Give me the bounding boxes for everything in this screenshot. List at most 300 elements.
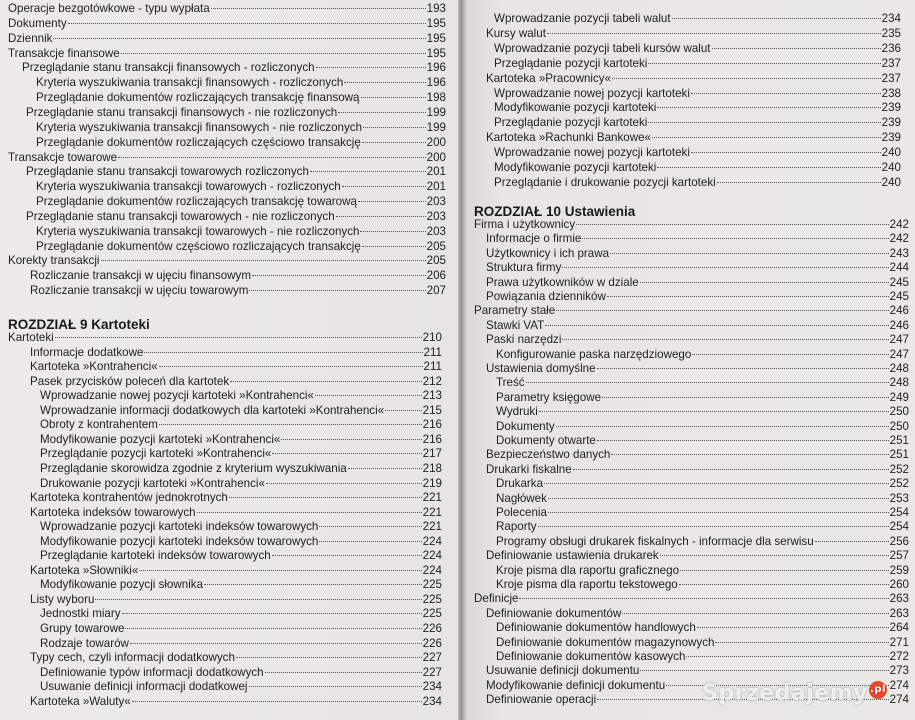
dot-leader — [602, 397, 889, 398]
dot-leader — [691, 152, 881, 153]
dot-leader — [363, 127, 426, 128]
toc-entry-title: Definicje — [474, 592, 519, 606]
toc-entry — [8, 254, 446, 268]
watermark-badge: .pl — [869, 681, 887, 699]
toc-entry-page: 196 — [426, 76, 446, 90]
dot-leader — [548, 512, 889, 513]
toc-entry-page: 203 — [426, 209, 446, 223]
dot-leader — [610, 253, 889, 254]
toc-entry-page: 219 — [422, 476, 442, 490]
toc-entry — [494, 146, 901, 160]
dot-leader — [130, 643, 422, 644]
toc-entry — [486, 448, 909, 462]
dot-leader — [316, 67, 426, 68]
toc-entry-title: Obroty z kontrahentem — [40, 418, 158, 432]
dot-leader — [692, 354, 888, 355]
toc-entry — [496, 621, 909, 635]
toc-entry-title: Modyfikowanie pozycji kartoteki — [494, 101, 657, 115]
dot-leader — [679, 584, 889, 585]
toc-entry — [22, 61, 446, 75]
toc-entry-page: 195 — [426, 31, 446, 45]
dot-leader — [556, 310, 888, 311]
toc-entry-title: Pasek przycisków poleceń dla kartotek — [30, 374, 230, 388]
toc-entry-page: 251 — [889, 434, 909, 447]
toc-entry-page: 242 — [889, 218, 909, 231]
dot-leader — [672, 18, 881, 19]
watermark-logo — [702, 681, 887, 706]
toc-entry — [40, 666, 442, 680]
dot-leader — [281, 439, 421, 440]
dot-leader — [338, 112, 425, 113]
toc-entry — [40, 389, 442, 403]
toc-entry — [40, 637, 442, 651]
toc-entry-title: Stawki VAT — [486, 318, 545, 332]
toc-entry-page: 221 — [422, 505, 442, 519]
toc-entry-title: Definiowanie ustawienia drukarek — [486, 549, 659, 563]
toc-entry-title: Przeglądanie stanu transakcji finansowych - rozliczonych — [22, 61, 315, 75]
toc-entry — [30, 284, 446, 298]
toc-entry — [486, 362, 909, 376]
watermark-text: Sprzedajemy — [702, 681, 868, 706]
toc-entry — [40, 578, 442, 592]
toc-entry-title: Kartoteka indeksów towarowych — [30, 505, 196, 519]
dot-leader — [95, 599, 421, 600]
dot-leader — [358, 201, 426, 202]
toc-entry-page: 274 — [889, 693, 909, 707]
toc-entry — [496, 506, 909, 520]
toc-entry-title: Kartoteka »Waluty« — [30, 694, 131, 708]
toc-entry-title: Wprowadzanie nowej pozycji kartoteki — [494, 86, 690, 100]
toc-entry-title: Wprowadzanie pozycji tabeli walut — [494, 12, 671, 25]
toc-entry-page: 201 — [426, 180, 446, 194]
toc-entry-title: Transakcje finansowe — [8, 46, 120, 60]
toc-entry-title: Rozliczanie transakcji w ujęciu finansowym — [30, 269, 252, 283]
dot-leader — [657, 167, 880, 168]
dot-leader — [519, 598, 888, 599]
dot-leader — [159, 366, 423, 367]
toc-entry-page: 240 — [881, 146, 901, 160]
toc-entry-page: 236 — [881, 41, 901, 55]
toc-entry-title: Modyfikowanie pozycji kartoteki — [494, 161, 657, 174]
toc-entry-page: 264 — [889, 621, 909, 635]
dot-leader — [310, 171, 426, 172]
toc-entry — [40, 477, 442, 491]
toc-entry-title: Dokumenty otwarte — [496, 434, 596, 447]
toc-entry — [40, 433, 442, 447]
chapter-heading: ROZDZIAŁ 9 Kartoteki — [8, 317, 150, 332]
toc-entry-title: Wprowadzanie pozycji tabeli kursów walut — [494, 41, 711, 55]
dot-leader — [385, 410, 422, 411]
toc-entry — [494, 57, 901, 71]
dot-leader — [597, 368, 889, 369]
dot-leader — [597, 440, 889, 441]
toc-entry-title: Przeglądanie dokumentów rozliczających transakcję finansową — [36, 91, 360, 105]
toc-entry-title: Definiowanie operacji — [486, 693, 597, 707]
toc-entry-page: 237 — [881, 71, 901, 85]
toc-entry-page: 216 — [422, 432, 442, 446]
toc-entry — [36, 180, 446, 194]
toc-entry-page: 207 — [426, 284, 446, 298]
toc-entry-title: Kartoteka kontrahentów jednokrotnych — [30, 491, 228, 505]
dot-leader — [319, 541, 421, 542]
book-gutter — [458, 0, 466, 720]
toc-entry-page: 245 — [889, 275, 909, 289]
toc-entry-page: 250 — [889, 419, 909, 433]
toc-entry-page: 250 — [889, 405, 909, 419]
toc-entry-title: Bezpieczeństwo danych — [486, 448, 611, 462]
toc-entry-page: 244 — [889, 261, 909, 275]
toc-entry-title: Wprowadzanie nowej pozycji kartoteki — [494, 146, 690, 160]
toc-entry — [30, 564, 442, 578]
toc-entry — [40, 622, 442, 636]
toc-entry-title: Przeglądanie pozycji kartoteki — [494, 116, 648, 130]
dot-leader — [348, 468, 422, 469]
toc-entry — [30, 651, 442, 665]
toc-entry-page: 274 — [889, 678, 909, 692]
toc-entry-title: Parametry księgowe — [496, 390, 602, 404]
toc-entry — [494, 176, 901, 190]
toc-entry-page: 205 — [426, 239, 446, 253]
toc-entry-page: 245 — [889, 290, 909, 303]
toc-entry-title: Przeglądanie pozycji kartoteki — [494, 56, 648, 70]
toc-entry-title: Transakcje towarowe — [8, 150, 118, 164]
dot-leader — [652, 137, 881, 138]
toc-entry-title: Nagłówek — [496, 491, 547, 505]
dot-leader — [576, 224, 889, 225]
dot-leader — [547, 33, 881, 34]
toc-entry — [486, 664, 909, 678]
toc-entry-page: 252 — [889, 462, 909, 476]
dot-leader — [211, 8, 426, 9]
toc-entry-page: 242 — [889, 232, 909, 246]
toc-entry — [486, 131, 901, 145]
toc-entry-page: 200 — [426, 150, 446, 164]
toc-entry-page: 199 — [426, 105, 446, 119]
toc-entry-page: 239 — [881, 131, 901, 145]
toc-entry — [496, 376, 909, 390]
toc-entry — [26, 106, 446, 120]
toc-entry — [496, 434, 909, 448]
toc-entry-page: 198 — [426, 91, 446, 105]
toc-entry-title: Usuwanie definicji dokumentu — [486, 664, 640, 678]
toc-entry-title: Modyfikowanie pozycji kartoteki indeksów towarowych — [40, 534, 319, 548]
dot-leader — [648, 122, 880, 123]
toc-entry — [30, 506, 442, 520]
toc-entry — [36, 225, 446, 239]
dot-leader — [272, 453, 421, 454]
toc-entry-title: Usuwanie definicji informacji dodatkowej — [40, 680, 248, 694]
toc-entry — [494, 87, 901, 101]
dot-leader — [573, 469, 889, 470]
toc-entry-title: Programy obsługi drukarek fiskalnych - informacje dla serwisu — [496, 534, 814, 548]
toc-entry-title: Dziennik — [8, 31, 53, 45]
toc-entry-title: Wprowadzanie informacji dodatkowych dla kartoteki »Kontrahenci« — [40, 403, 385, 417]
toc-entry-page: 256 — [889, 534, 909, 548]
dot-leader — [657, 107, 880, 108]
toc-entry-title: Przeglądanie pozycji kartoteki »Kontrahenci« — [40, 447, 272, 461]
toc-entry-title: Wprowadzanie pozycji kartoteki indeksów towarowych — [40, 520, 319, 534]
toc-entry-page: 200 — [426, 135, 446, 149]
toc-entry-title: Wydruki — [496, 405, 538, 419]
dot-leader — [53, 38, 425, 39]
dot-leader — [319, 526, 421, 527]
dot-leader — [249, 290, 425, 291]
toc-entry-page: 195 — [426, 46, 446, 60]
toc-entry — [40, 404, 442, 418]
toc-entry-title: Kartoteka »Kontrahenci« — [30, 360, 158, 374]
dot-leader — [252, 275, 426, 276]
toc-entry-title: Operacje bezgotówkowe - typu wypłata — [8, 2, 210, 15]
toc-entry-title: Jednostki miary — [40, 607, 121, 621]
toc-entry — [36, 121, 446, 135]
dot-leader — [691, 93, 881, 94]
toc-entry — [40, 418, 442, 432]
toc-entry-page: 239 — [881, 101, 901, 115]
toc-entry — [8, 2, 446, 16]
toc-entry — [30, 269, 446, 283]
toc-entry — [496, 405, 909, 419]
toc-entry-title: Przeglądanie i drukowanie pozycji kartoteki — [494, 175, 716, 189]
dot-leader — [68, 23, 426, 24]
toc-entry — [494, 161, 901, 175]
toc-entry — [36, 76, 446, 90]
toc-entry-page: 203 — [426, 224, 446, 238]
toc-entry-title: Użytkownicy i ich prawa — [486, 246, 610, 260]
toc-entry-page: 263 — [889, 592, 909, 606]
dot-leader — [717, 182, 881, 183]
toc-entry — [486, 232, 909, 246]
toc-entry-title: Treść — [496, 376, 525, 390]
toc-entry-page: 199 — [426, 120, 446, 134]
toc-entry — [496, 636, 909, 650]
toc-entry — [40, 680, 442, 694]
toc-entry — [474, 218, 909, 232]
toc-entry — [30, 360, 442, 374]
toc-entry-page: 272 — [889, 650, 909, 663]
toc-entry — [8, 32, 446, 46]
dot-leader — [159, 424, 422, 425]
dot-leader — [622, 613, 888, 614]
toc-entry-title: Drukarka — [496, 477, 544, 491]
toc-entry-page: 234 — [422, 694, 442, 708]
toc-entry-title: Parametry stałe — [474, 304, 556, 318]
toc-entry — [494, 42, 901, 56]
toc-entry-page: 201 — [426, 165, 446, 179]
toc-entry — [30, 491, 442, 505]
toc-entry-title: Definiowanie dokumentów magazynowych — [496, 635, 715, 649]
dot-leader — [562, 339, 888, 340]
dot-leader — [362, 142, 426, 143]
toc-entry-title: Kartoteki — [8, 331, 54, 344]
toc-entry-title: Modyfikowanie definicji dokumentu — [486, 678, 666, 692]
toc-entry — [486, 27, 901, 41]
toc-entry — [26, 165, 446, 179]
toc-entry-page: 226 — [422, 622, 442, 635]
toc-entry-title: Konfigurowanie paska narzędziowego — [496, 347, 692, 361]
toc-entry-title: Listy wyboru — [30, 592, 95, 606]
toc-entry-title: Polecenia — [496, 506, 547, 519]
toc-entry — [486, 319, 909, 333]
toc-entry — [496, 348, 909, 362]
dot-leader — [607, 296, 889, 297]
toc-entry-page: 239 — [881, 116, 901, 130]
dot-leader — [204, 584, 422, 585]
toc-entry-page: 248 — [889, 362, 909, 375]
toc-entry-title: Przeglądanie stanu transakcji finansowych - nie rozliczonych — [26, 105, 338, 119]
toc-entry-title: Kartoteka »Pracownicy« — [486, 71, 612, 85]
dot-leader — [122, 613, 422, 614]
toc-entry — [486, 247, 909, 261]
toc-entry-page: 213 — [422, 389, 442, 403]
toc-entry-page: 260 — [889, 578, 909, 591]
toc-entry — [36, 195, 446, 209]
dot-leader — [612, 78, 881, 79]
toc-entry-title: Modyfikowanie pozycji kartoteki »Kontrahenci« — [40, 432, 281, 446]
toc-entry-title: Kryteria wyszukiwania transakcji finansowych - nie rozliczonych — [36, 120, 363, 134]
toc-entry — [8, 151, 446, 165]
toc-entry-title: Kartoteka »Rachunki Bankowe« — [486, 131, 651, 145]
toc-entry-page: 253 — [889, 491, 909, 505]
dot-leader — [362, 246, 426, 247]
toc-entry-page: 211 — [423, 360, 442, 374]
toc-entry-page: 206 — [426, 269, 446, 283]
dot-leader — [132, 701, 422, 702]
dot-leader — [545, 325, 888, 326]
toc-entry — [486, 333, 909, 347]
dot-leader — [266, 483, 422, 484]
toc-entry-page: 225 — [422, 607, 442, 621]
toc-entry-title: Ustawienia domyślne — [486, 362, 596, 375]
toc-entry-page: 246 — [889, 318, 909, 332]
toc-entry-title: Przeglądanie dokumentów częściowo rozliczających transakcję — [36, 239, 361, 253]
toc-entry-title: Dokumenty — [8, 16, 67, 30]
toc-entry-page: 217 — [422, 447, 442, 461]
toc-entry — [496, 420, 909, 434]
toc-entry-title: Rozliczanie transakcji w ujęciu towarowym — [30, 284, 249, 298]
toc-entry-page: 251 — [889, 448, 909, 462]
toc-entry — [486, 276, 909, 290]
toc-entry-title: Definiowanie dokumentów — [486, 606, 622, 620]
toc-entry-title: Raporty — [496, 520, 537, 534]
dot-leader — [715, 642, 888, 643]
toc-entry-page: 211 — [423, 345, 442, 359]
toc-entry — [36, 91, 446, 105]
dot-leader — [144, 352, 422, 353]
toc-entry-page: 212 — [422, 374, 442, 388]
toc-entry-page: 221 — [422, 491, 442, 505]
dot-leader — [361, 97, 426, 98]
toc-entry-page: 225 — [422, 592, 442, 606]
dot-leader — [680, 570, 889, 571]
dot-leader — [197, 512, 422, 513]
toc-entry — [496, 492, 909, 506]
toc-entry-title: Przeglądanie kartoteki indeksów towarowych — [40, 549, 271, 563]
toc-entry — [486, 290, 909, 304]
toc-entry — [40, 520, 442, 534]
dot-leader — [315, 395, 422, 396]
toc-entry — [40, 535, 442, 549]
dot-leader — [249, 686, 422, 687]
toc-entry-page: 210 — [422, 331, 442, 344]
toc-entry-page: 243 — [889, 246, 909, 260]
toc-entry-title: Przeglądanie dokumentów rozliczających częściowo transakcję — [36, 135, 361, 149]
toc-entry-title: Korekty transakcji — [8, 254, 100, 268]
toc-entry — [40, 462, 442, 476]
toc-entry-page: 238 — [881, 86, 901, 100]
dot-leader — [272, 555, 422, 556]
toc-entry-page: 221 — [422, 520, 442, 534]
dot-leader — [344, 82, 425, 83]
toc-entry-page: 203 — [426, 195, 446, 209]
toc-entry — [40, 607, 442, 621]
toc-entry-page: 234 — [422, 680, 442, 694]
toc-entry — [40, 549, 442, 563]
toc-entry-title: Kroje pisma dla raportu graficznego — [496, 563, 680, 577]
toc-entry-title: Grupy towarowe — [40, 622, 125, 635]
toc-entry-page: 248 — [889, 376, 909, 390]
dot-leader — [342, 186, 426, 187]
toc-entry-page: 224 — [422, 549, 442, 563]
toc-entry — [30, 593, 442, 607]
toc-entry — [496, 535, 909, 549]
dot-leader — [526, 382, 889, 383]
dot-leader — [236, 657, 422, 658]
dot-leader — [556, 426, 889, 427]
toc-entry-title: Przeglądanie dokumentów rozliczających transakcję towarową — [36, 195, 357, 209]
dot-leader — [360, 231, 425, 232]
toc-entry-title: Drukowanie pozycji kartoteki »Kontrahenci« — [40, 476, 265, 490]
toc-entry-title: Definiowanie typów informacji dodatkowych — [40, 665, 264, 679]
toc-entry-title: Prawa użytkowników w dziale — [486, 275, 639, 289]
toc-entry — [8, 331, 442, 345]
dot-leader — [562, 267, 888, 268]
toc-entry — [496, 477, 909, 491]
toc-entry-title: Kryteria wyszukiwania transakcji towarowych - rozliczonych — [36, 180, 341, 194]
toc-entry — [8, 17, 446, 31]
toc-entry-title: Przeglądanie stanu transakcji towarowych - nie rozliczonych — [26, 209, 335, 223]
dot-leader — [611, 454, 888, 455]
toc-entry-title: Przeglądanie stanu transakcji towarowych rozliczonych — [26, 165, 309, 179]
toc-entry — [486, 72, 901, 86]
toc-entry-page: 224 — [422, 534, 442, 548]
toc-entry — [474, 592, 909, 606]
toc-entry-title: Wprowadzanie nowej pozycji kartoteki »Kontrahenci« — [40, 389, 314, 403]
toc-entry — [496, 578, 909, 592]
toc-entry-title: Drukarki fiskalne — [486, 462, 572, 476]
toc-entry-title: Paski narzędzi — [486, 333, 562, 347]
toc-entry-page: 259 — [889, 563, 909, 577]
toc-entry-title: Typy cech, czyli informacji dodatkowych — [30, 651, 235, 665]
dot-leader — [544, 483, 889, 484]
toc-entry — [496, 564, 909, 578]
toc-entry — [496, 520, 909, 534]
toc-entry — [496, 650, 909, 664]
toc-entry — [494, 116, 901, 130]
toc-entry-page: 252 — [889, 477, 909, 491]
toc-entry-page: 195 — [426, 16, 446, 30]
toc-entry-title: Dokumenty — [496, 419, 555, 433]
toc-entry — [36, 240, 446, 254]
toc-entry — [486, 463, 909, 477]
toc-entry-title: Kryteria wyszukiwania transakcji finansowych - rozliczonych — [36, 76, 344, 90]
toc-entry-title: Kursy walut — [486, 26, 546, 40]
toc-entry-page: 227 — [422, 651, 442, 665]
dot-leader — [712, 48, 881, 49]
toc-entry — [36, 136, 446, 150]
toc-entry — [30, 375, 442, 389]
toc-entry — [474, 304, 909, 318]
toc-entry-title: Definiowanie dokumentów handlowych — [496, 621, 696, 635]
